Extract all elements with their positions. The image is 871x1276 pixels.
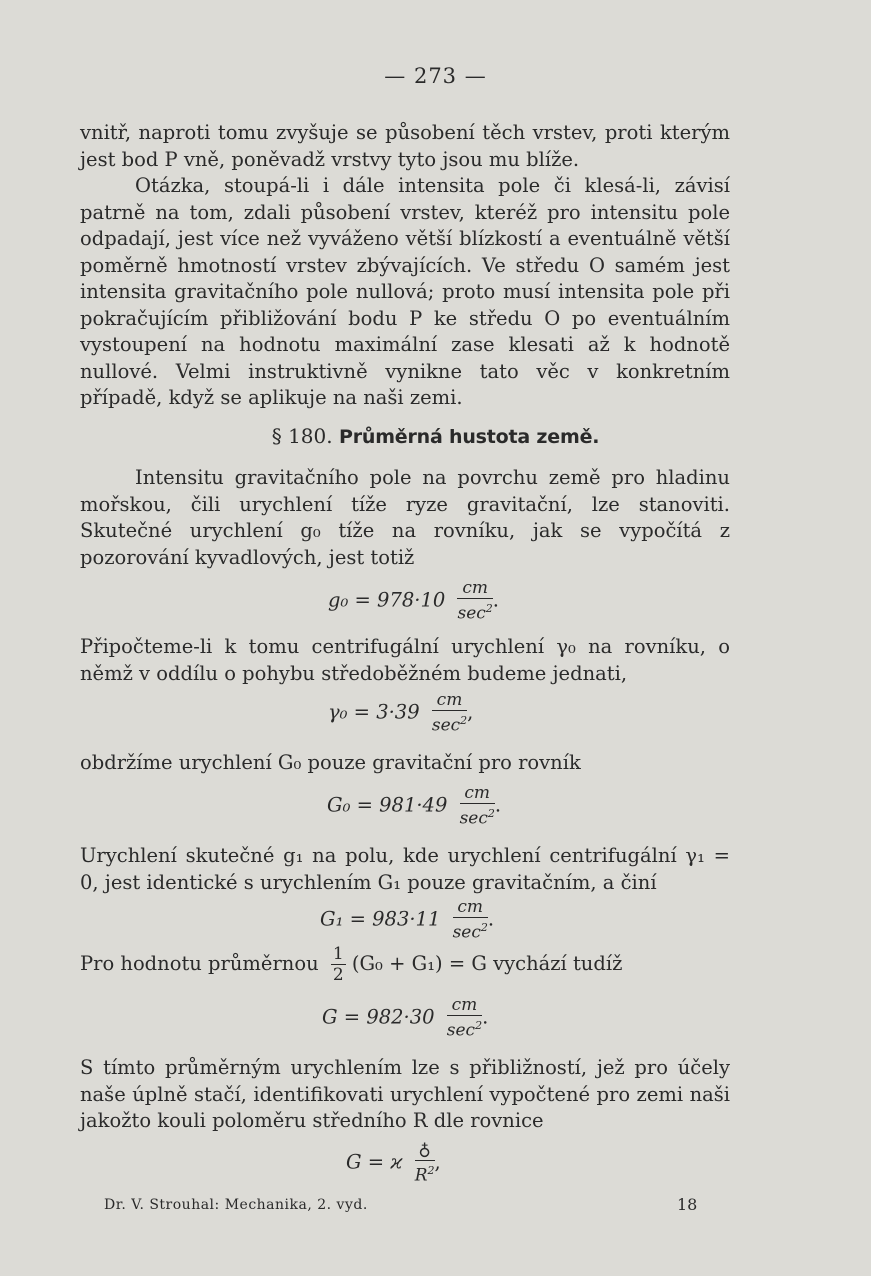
paragraph-7: Pro hodnotu průměrnou $\frac{1}{2}$ (G₀ + G₁) = G vychází tudíž [80, 944, 623, 985]
equation-gravity-law: G = ϰ $\frac{♁}{R^2}$ , [346, 1140, 441, 1186]
para5-text: obdržíme urychlení G₀ pouze gravitační pro rovník [80, 751, 581, 774]
page-number: — 273 — [384, 64, 487, 88]
paragraph-6 [80, 843, 730, 896]
para1-text: vnitř, naproti tomu zvyšuje se působení těch vrstev, proti kterým jest bod P vně, poněvadž vrstvy tyto jsou mu blíže. [80, 121, 730, 171]
equation-gamma0: γ₀ = 3·39 $\frac{cm}{\sec^2}$ , [328, 690, 474, 736]
para3-text: Intensitu gravitačního pole na povrchu země pro hladinu mořskou, čili urychlení tíže ryze gravitační, lze stanoviti. Skutečné urychlení g₀ tíže na rovníku, jak se vypočítá z pozorování kyvadlových, jest totiž [80, 466, 730, 569]
equation-g0: g₀ = 978·10 $\frac{cm}{\sec^2}$ . [328, 578, 499, 624]
para8-text: S tímto průměrným urychlením lze s přibližností, jež pro účely naše úplně stačí, identifikovati urychlení vypočtené pro zemi naši jakožto kouli poloměru středního R dle rovnice [80, 1056, 730, 1132]
para6-text: Urychlení skutečné g₁ na polu, kde urychlení centrifugální γ₁ = 0, jest identické s urychlením G₁ pouze gravitačním, a činí [80, 844, 730, 894]
signature-number: 18 [677, 1195, 698, 1214]
paragraph-8 [80, 1055, 730, 1135]
equation-G: G = 982·30 $\frac{cm}{\sec^2}$ . [322, 995, 489, 1041]
paragraph-3 [80, 465, 730, 571]
paragraph-1 [80, 120, 730, 412]
section-number: § 180. [271, 424, 333, 448]
para4-text: Připočteme-li k tomu centrifugální urychlení γ₀ na rovníku, o němž v oddílu o pohybu středoběžném budeme jednati, [80, 635, 730, 685]
section-title: Průměrná hustota země. [338, 426, 600, 448]
footer-citation: Dr. V. Strouhal: Mechanika, 2. vyd. [104, 1197, 368, 1213]
para2-text: Otázka, stoupá-li i dále intensita pole či klesá-li, závisí patrně na tom, zdali působení vrstev, kteréž pro intensitu pole odpadají, jest více než vyváženo větší blízkostí a eventuálně větší poměrně hmotností vrstev zbývajících. Ve středu O samém jest intensita gravitačního pole nullová; proto musí intensita pole při pokračujícím přibližování bodu P ke středu O po eventuálním vystoupení na hodnotu maximální zase klesati až k hodnotě nullové. Velmi instruktivně vynikne tato věc v konkretním případě, když se aplikuje na naši zemi. [80, 174, 730, 409]
paragraph-5 [80, 750, 730, 777]
section-heading [0, 424, 871, 448]
equation-G1: G₁ = 983·11 $\frac{cm}{\sec^2}$ . [320, 897, 495, 943]
paragraph-4 [80, 634, 730, 687]
equation-G0: G₀ = 981·49 $\frac{cm}{\sec^2}$ . [327, 783, 502, 829]
